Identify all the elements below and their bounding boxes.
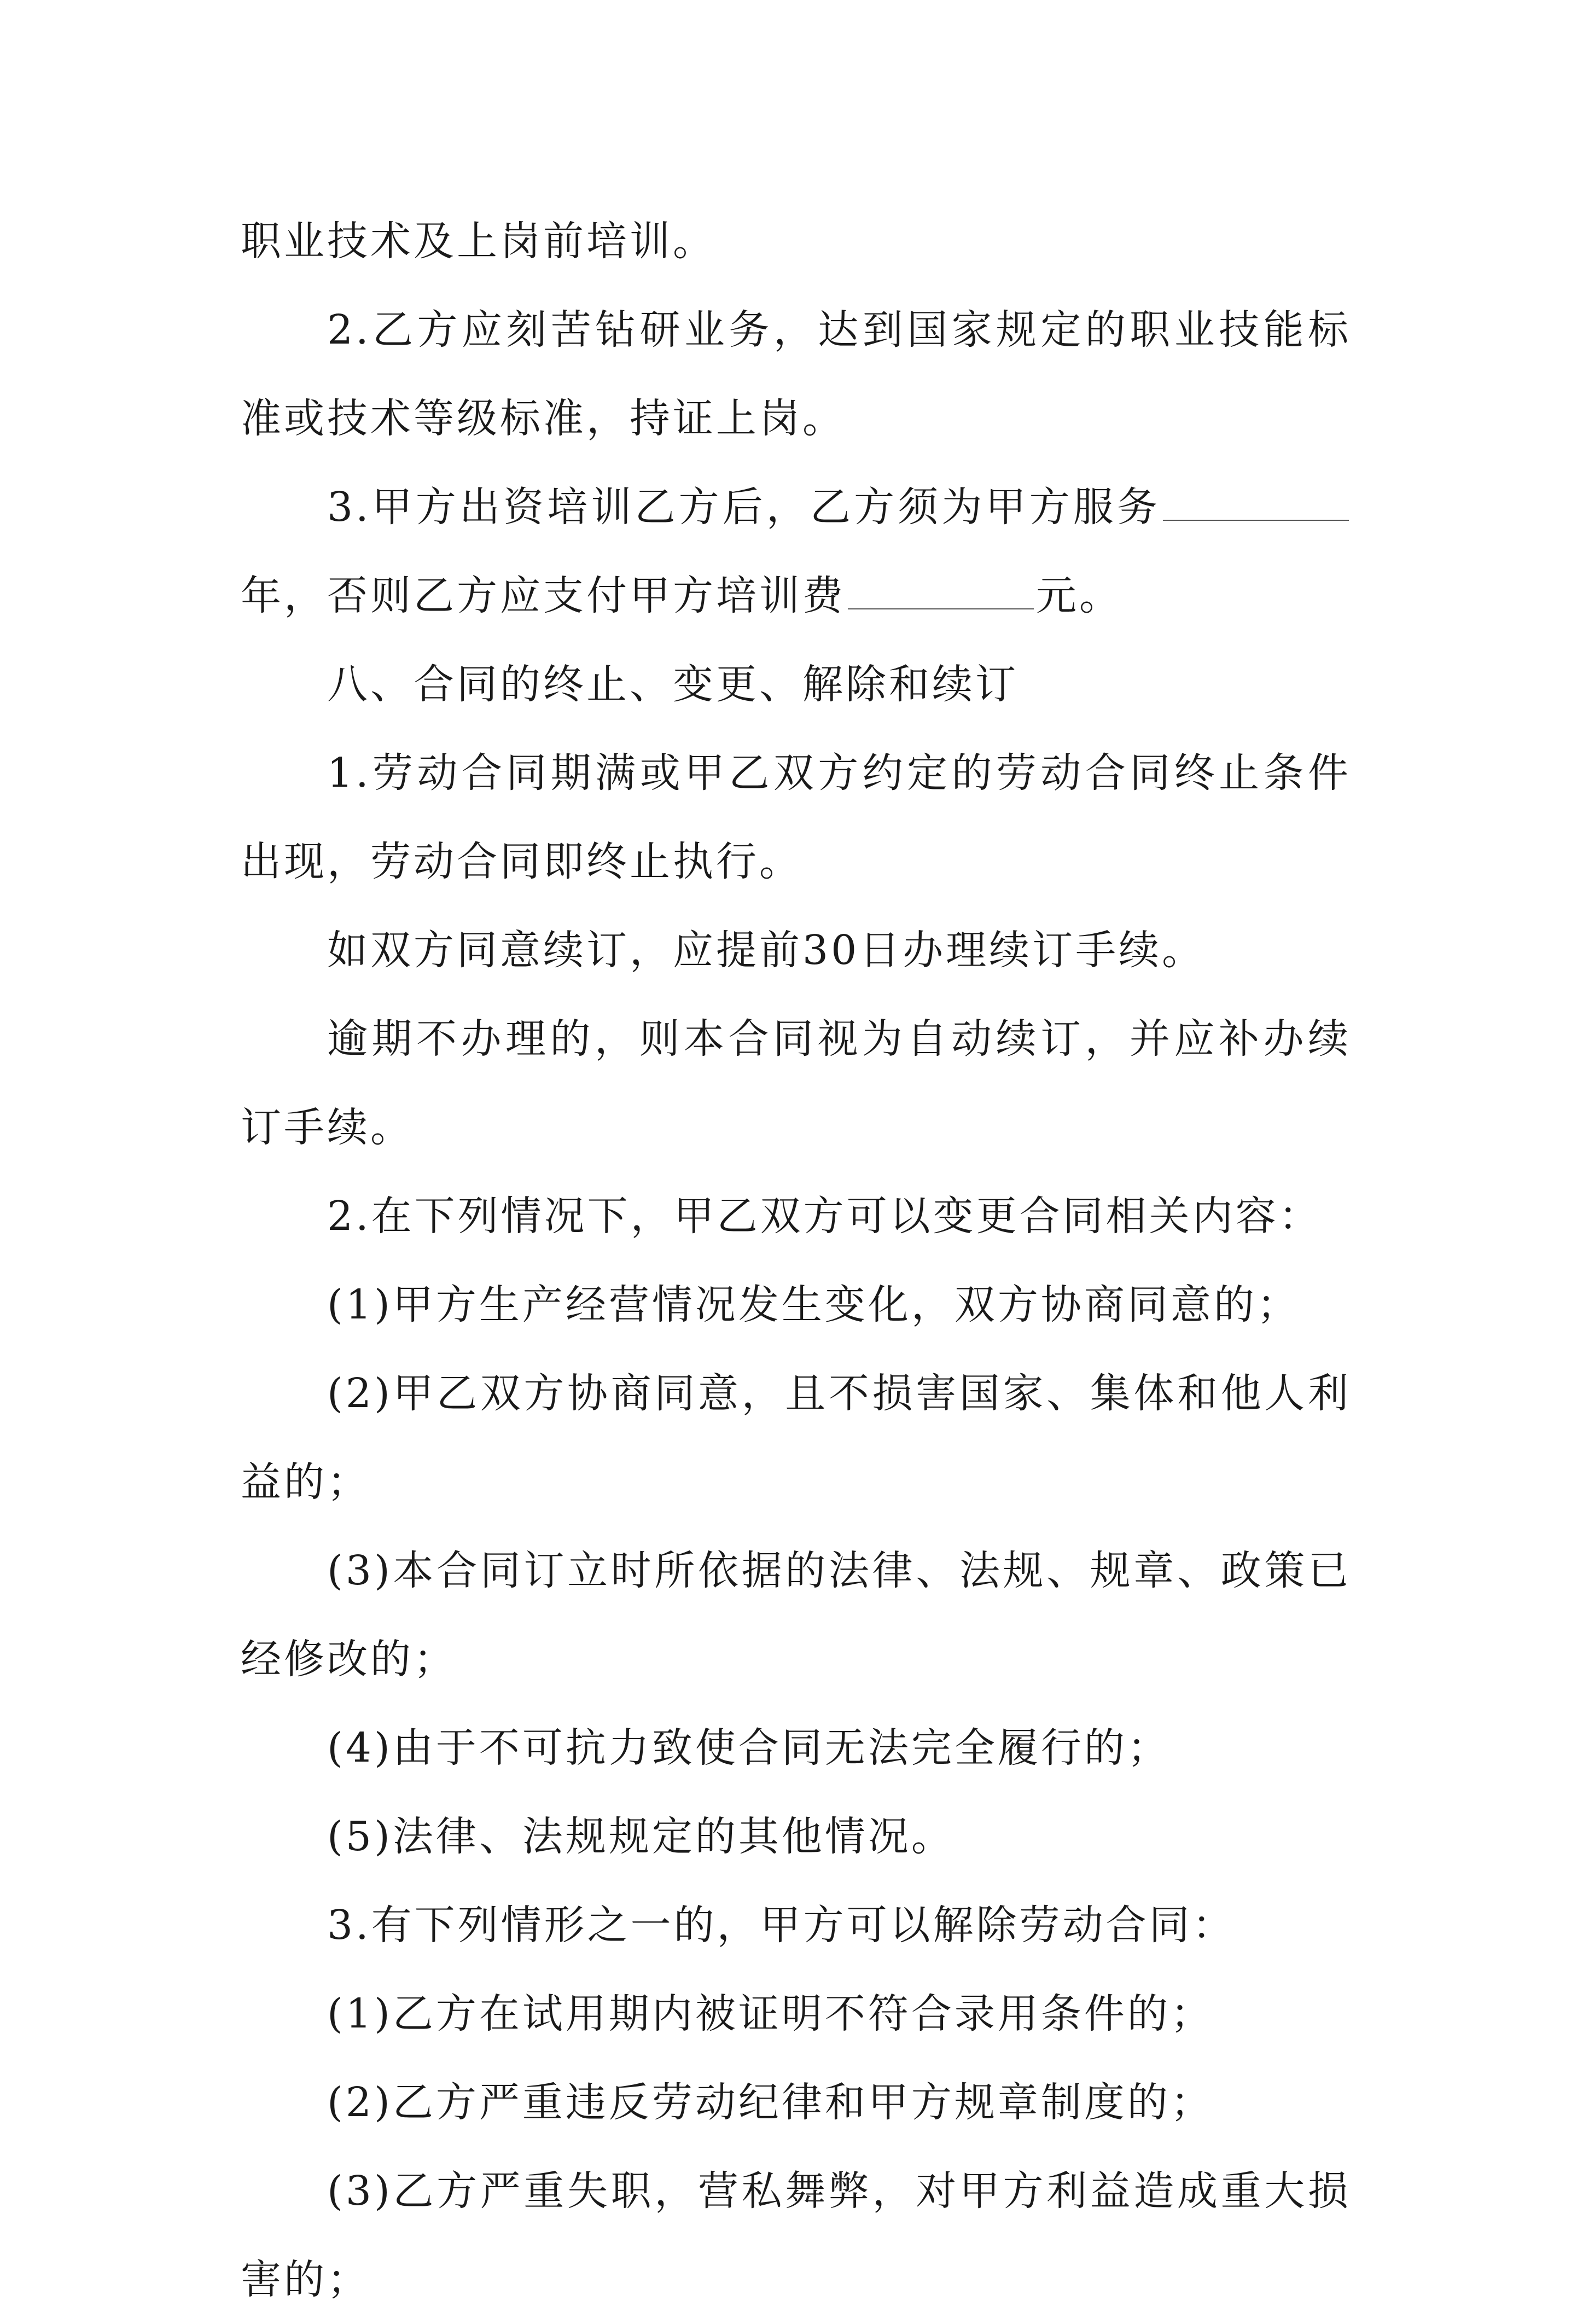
training-fee-blank [848,568,1034,609]
section-heading-8: 八、合同的终止、变更、解除和续订 [327,661,1019,708]
service-years-blank [1163,479,1349,521]
paragraph-clause-8-1-auto-renewal: 逾期不办理的，则本合同视为自动续订，并应补办续订手续。 [241,1015,1351,1151]
paragraph-clause-7-3 [241,463,1351,640]
clause-7-3-part-2: 年，否则乙方应支付甲方培训费 [241,572,846,619]
paragraph-clause-8-2: 2.在下列情况下，甲乙双方可以变更合同相关内容： [327,1193,1322,1240]
paragraph-clause-8-1-renewal: 如双方同意续订，应提前30日办理续订手续。 [327,927,1206,974]
paragraph-clause-8-1: 1.劳动合同期满或甲乙双方约定的劳动合同终止条件出现，劳动合同即终止执行。 [241,750,1351,885]
clause-7-3-part-3: 元。 [1036,572,1122,619]
list-item-8-2-3: (3)本合同订立时所依据的法律、法规、规章、政策已经修改的； [241,1547,1351,1683]
paragraph-training-continued: 职业技术及上岗前培训。 [241,218,716,265]
clause-7-3-part-1: 3.甲方出资培训乙方后，乙方须为甲方服务 [327,484,1161,531]
paragraph-clause-8-3: 3.有下列情形之一的，甲方可以解除劳动合同： [327,1902,1236,1949]
list-item-8-3-3: (3)乙方严重失职，营私舞弊，对甲方利益造成重大损害的； [241,2168,1351,2303]
list-item-8-2-4: (4)由于不可抗力致使合同无法完全履行的； [327,1724,1171,1771]
list-item-8-2-1: (1)甲方生产经营情况发生变化，双方协商同意的； [327,1281,1300,1328]
list-item-8-3-2: (2)乙方严重违反劳动纪律和甲方规章制度的； [327,2079,1214,2126]
paragraph-clause-7-2: 2.乙方应刻苦钻研业务，达到国家规定的职业技能标准或技术等级标准，持证上岗。 [241,306,1351,442]
list-item-8-3-1: (1)乙方在试用期内被证明不符合录用条件的； [327,1990,1214,2037]
list-item-8-2-5: (5)法律、法规规定的其他情况。 [327,1813,955,1860]
contract-body [241,197,1351,2324]
list-item-8-2-2: (2)甲乙双方协商同意，且不损害国家、集体和他人利益的； [241,1370,1351,1506]
